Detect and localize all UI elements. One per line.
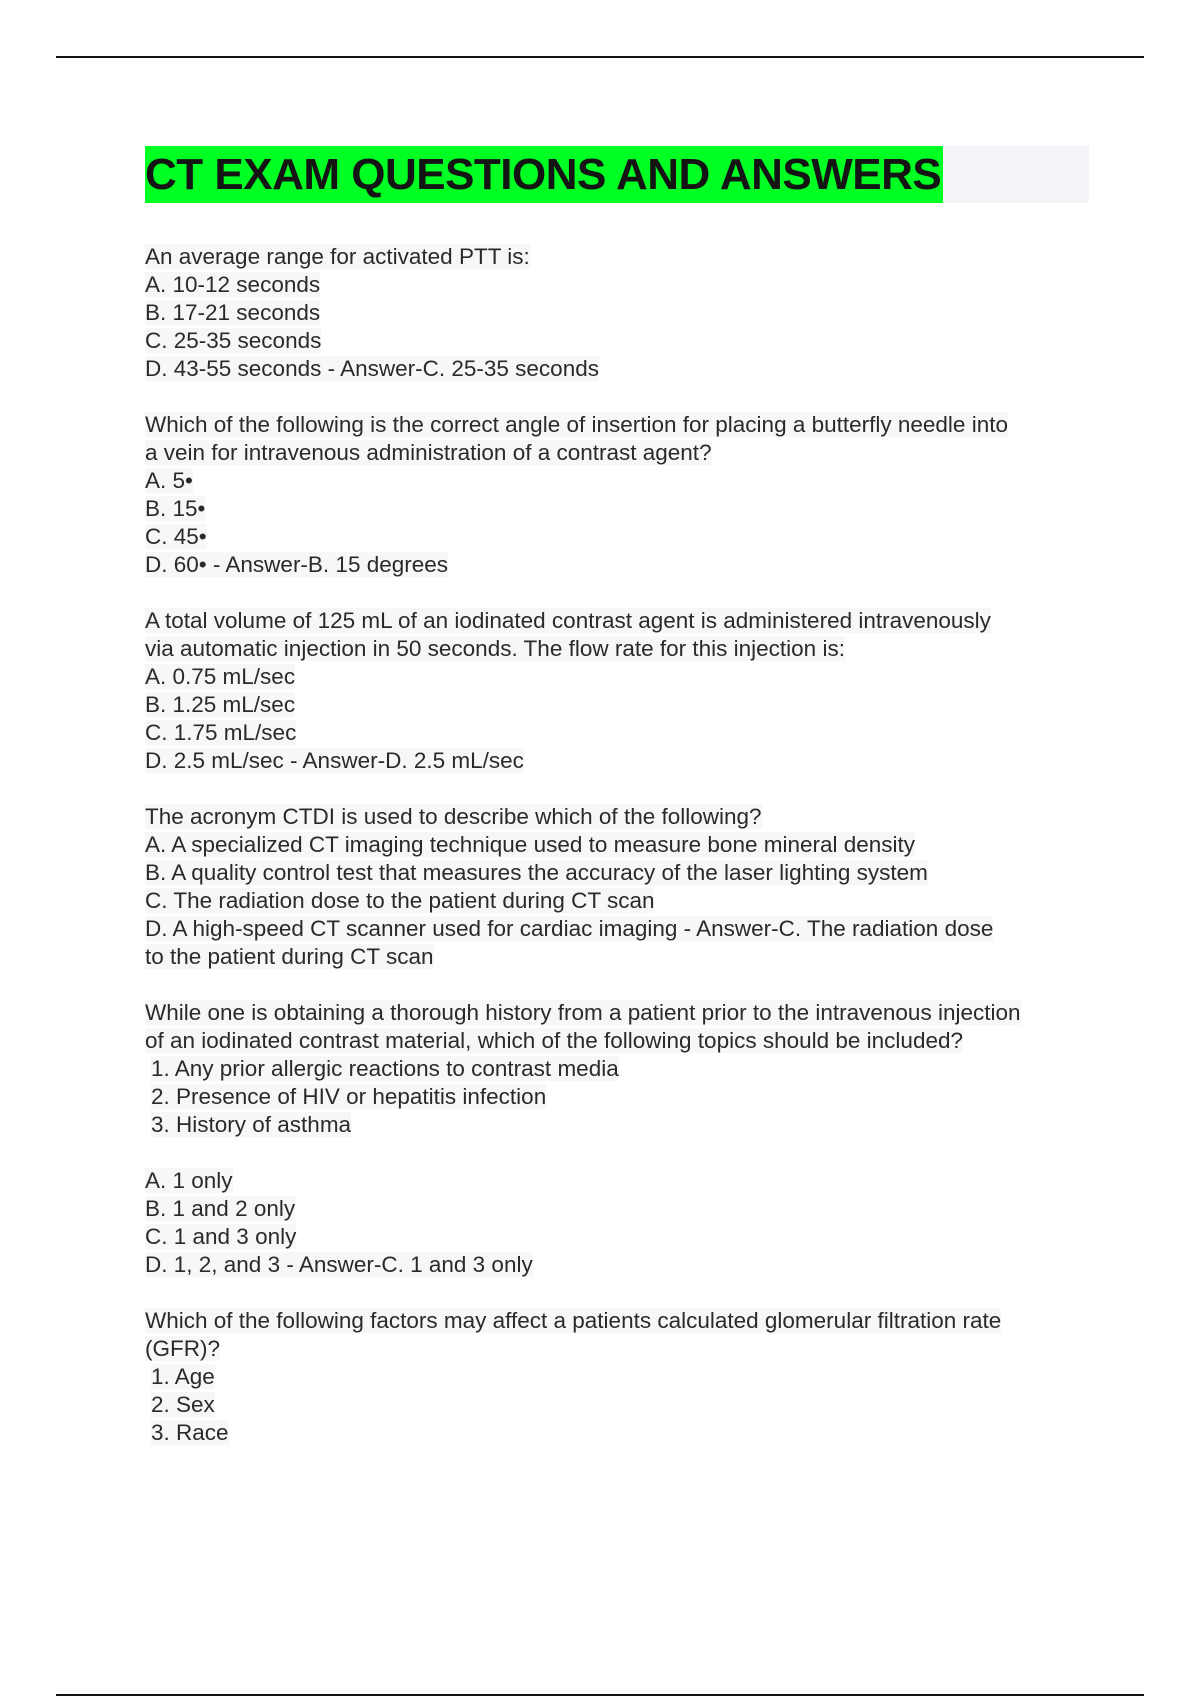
answer-option: B. 15•: [145, 496, 206, 521]
question-text: Which of the following factors may affect a patients calculated glomerular filtration rate: [145, 1308, 1002, 1333]
document-title: CT EXAM QUESTIONS AND ANSWERS: [145, 146, 943, 203]
numbered-item: 1. Age: [151, 1364, 215, 1389]
bottom-rule: [56, 1694, 1144, 1696]
question-text: The acronym CTDI is used to describe which of the following?: [145, 804, 762, 829]
answer-option-with-answer: to the patient during CT scan: [145, 944, 434, 969]
question-block: [145, 243, 1090, 383]
question-text: While one is obtaining a thorough history from a patient prior to the intravenous injection: [145, 1000, 1021, 1025]
numbered-item: 1. Any prior allergic reactions to contrast media: [151, 1056, 619, 1081]
question-block: [145, 607, 1090, 775]
title-block: [145, 146, 1089, 203]
question-text: An average range for activated PTT is:: [145, 244, 530, 269]
question-text: (GFR)?: [145, 1336, 220, 1361]
answer-option: A. 5•: [145, 468, 193, 493]
question-text: A total volume of 125 mL of an iodinated contrast agent is administered intravenously: [145, 608, 991, 633]
question-block: [145, 1307, 1090, 1447]
answer-option-with-answer: D. 1, 2, and 3 - Answer-C. 1 and 3 only: [145, 1252, 533, 1277]
answer-option: A. 10-12 seconds: [145, 272, 321, 297]
question-block: [145, 999, 1090, 1279]
answer-option: C. 1 and 3 only: [145, 1224, 297, 1249]
answer-option: A. 0.75 mL/sec: [145, 664, 296, 689]
answer-option: C. 25-35 seconds: [145, 328, 322, 353]
numbered-item: 2. Sex: [151, 1392, 215, 1417]
question-text: via automatic injection in 50 seconds. The flow rate for this injection is:: [145, 636, 845, 661]
question-text: a vein for intravenous administration of a contrast agent?: [145, 440, 712, 465]
answer-option-with-answer: D. 60• - Answer-B. 15 degrees: [145, 552, 449, 577]
numbered-item: 2. Presence of HIV or hepatitis infection: [151, 1084, 547, 1109]
spacer: [145, 1139, 1090, 1167]
answer-option: B. 1 and 2 only: [145, 1196, 296, 1221]
answer-option: C. 45•: [145, 524, 207, 549]
answer-option: A. A specialized CT imaging technique used to measure bone mineral density: [145, 832, 916, 857]
question-text: of an iodinated contrast material, which of the following topics should be included?: [145, 1028, 963, 1053]
numbered-item: 3. Race: [151, 1420, 229, 1445]
answer-option-with-answer: D. A high-speed CT scanner used for cardiac imaging - Answer-C. The radiation dose: [145, 916, 994, 941]
answer-option: B. 17-21 seconds: [145, 300, 321, 325]
numbered-item: 3. History of asthma: [151, 1112, 352, 1137]
answer-option-with-answer: D. 43-55 seconds - Answer-C. 25-35 seconds: [145, 356, 599, 381]
top-rule: [56, 56, 1144, 58]
answer-option: B. 1.25 mL/sec: [145, 692, 296, 717]
answer-option: C. 1.75 mL/sec: [145, 720, 297, 745]
question-block: [145, 411, 1090, 579]
answer-option: B. A quality control test that measures the accuracy of the laser lighting system: [145, 860, 928, 885]
answer-option-with-answer: D. 2.5 mL/sec - Answer-D. 2.5 mL/sec: [145, 748, 524, 773]
question-block: [145, 803, 1090, 971]
question-text: Which of the following is the correct angle of insertion for placing a butterfly needle into: [145, 412, 1008, 437]
answer-option: A. 1 only: [145, 1168, 233, 1193]
document-body: [145, 146, 1090, 1475]
answer-option: C. The radiation dose to the patient during CT scan: [145, 888, 655, 913]
